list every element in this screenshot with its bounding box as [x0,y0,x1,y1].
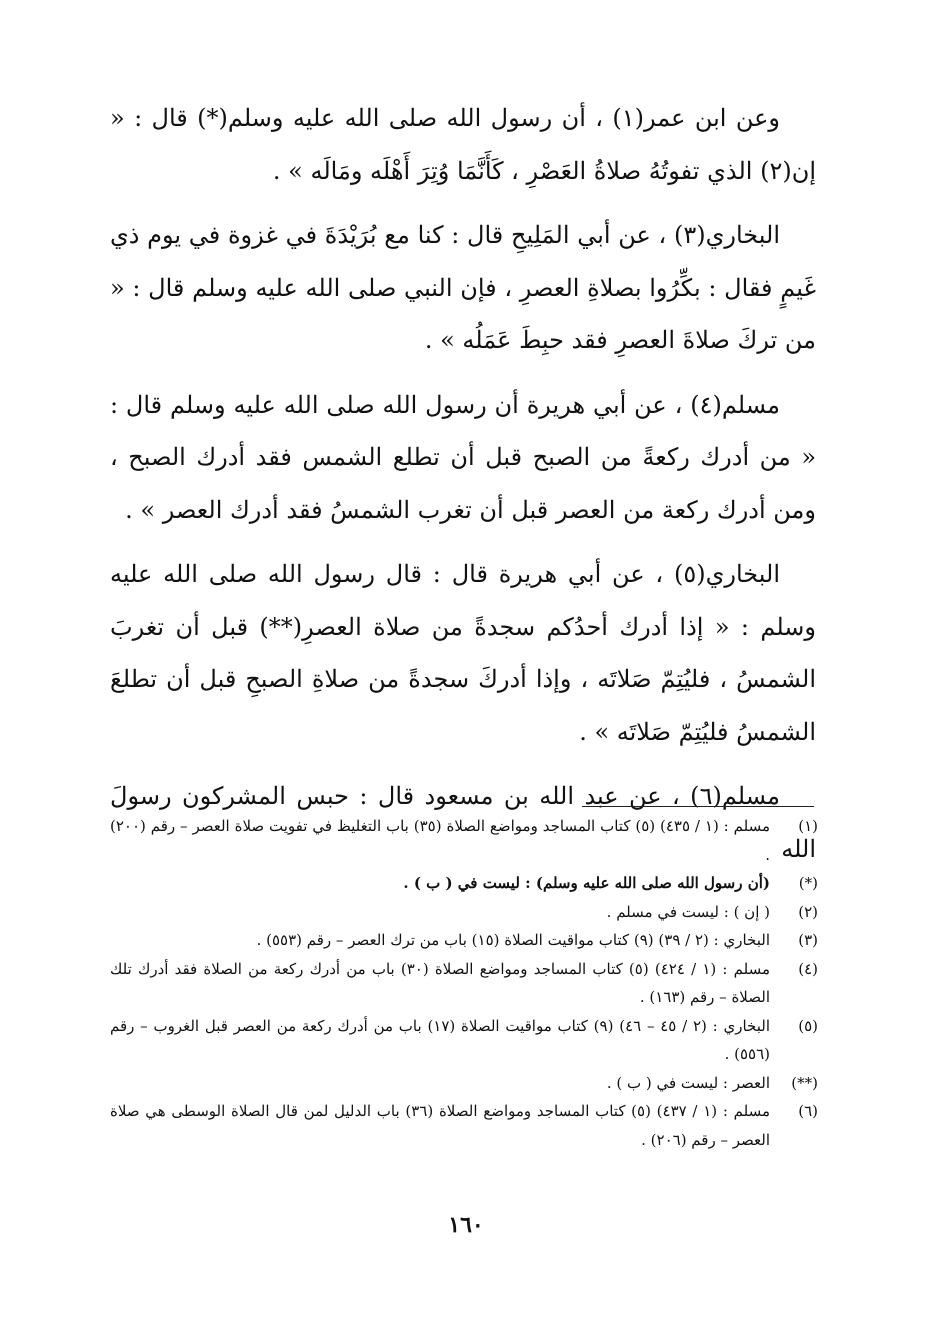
page-number: ١٦٠ [448,1212,484,1238]
footnote-number: (٣) [798,931,818,949]
footnote-text: مسلم : (١ / ٤٣٥) (٥) كتاب المساجد ومواضع الصلاة (٣٥) باب التغليظ في تفويت صلاة العصر – رقم (٢٠٠) . [110,817,770,864]
main-text [110,92,816,887]
footnote-text: العصر : ليست في ( ب ) . [606,1073,770,1092]
footnote-number: (٤) [798,959,818,978]
footnote-number: (**) [791,1073,818,1092]
footnote-divider [582,806,814,807]
footnote [110,812,818,869]
footnote [110,898,818,927]
paragraph-muslim-abu-hurayra: مسلم(٤) ، عن أبي هريرة أن رسول الله صلى الله عليه وسلم قال : « من أدرك ركعةً من الصبح قبل أن تطلع الشمس فقد أدرك الصبح ، ومن أدرك ركعة من العصر قبل أن تغرب الشمسُ فقد أدرك العصر » . [110,390,816,524]
footnote-text: مسلم : (١ / ٤٣٧) (٥) كتاب المساجد ومواضع الصلاة (٣٦) باب الدليل لمن قال الصلاة الوسطى هي صلاة العصر – رقم (٢٠٦) . [110,1102,770,1149]
footnotes [110,812,818,1154]
footnote-text: (أن رسول الله صلى الله عليه وسلم) : ليست في ( ب ) . [403,874,770,892]
footnote-number: (٥) [798,1016,818,1035]
paragraph-muslim-ibn-masud: مسلم(٦) ، عن عبد الله بن مسعود قال : حبس المشركون رسولَ الله [110,782,816,863]
footnote [110,955,818,1012]
footnote-text: البخاري : (٢ / ٣٩) (٩) كتاب مواقيت الصلاة (١٥) باب من ترك العصر – رقم (٥٥٣) . [256,931,770,949]
footnote-text: البخاري : (٢ / ٤٥ – ٤٦) (٩) كتاب مواقيت الصلاة (١٧) باب من أدرك ركعة من العصر قبل الغروب – رقم (٥٥٦) . [110,1016,770,1063]
paragraph-bukhari-abu-al-malih: البخاري(٣) ، عن أبي المَلِيحِ قال : كنا مع بُرَيْدَةَ في غزوة في يوم ذي غَيمٍ فقال : بكِّرُوا بصلاةِ العصرِ ، فإن النبي صلى الله عليه وسلم قال : « من تركَ صلاةَ العصرِ فقد حبِطَ عَمَلُه » . [110,221,816,354]
footnote [110,869,818,898]
footnote-number: (*) [798,874,818,892]
footnote-number: (٦) [798,1102,818,1120]
footnote-number: (١) [798,817,818,835]
footnote [110,1069,818,1098]
footnote-text: مسلم : (١ / ٤٢٤) (٥) كتاب المساجد ومواضع الصلاة (٣٠) باب من أدرك ركعة من الصلاة فقد أدرك تلك الصلاة – رقم (١٦٣) . [110,959,770,1006]
paragraph-ibn-umar: وعن ابن عمر(١) ، أن رسول الله صلى الله عليه وسلم(*) قال : « إن(٢) الذي تفوتُهُ صلاةُ العَصْرِ ، كَأَنَّمَا وُتِرَ أَهْلَه ومَالَه » . [110,104,816,185]
footnote-number: (٢) [798,902,818,921]
footnote [110,1012,818,1069]
footnote-text: ( إن ) : ليست في مسلم . [606,902,770,921]
paragraph-bukhari-abu-hurayra: البخاري(٥) ، عن أبي هريرة قال : قال رسول الله صلى الله عليه وسلم : « إذا أدرك أحدُكم سجدةً من صلاة العصرِ(**) قبل أن تغربَ الشمسُ ، فليُتِمّ صَلاتَه ، وإذا أدركَ سجدةً من صلاةِ الصبحِ قبل أن تطلعَ الشمسُ فليُتِمّ صَلاتَه » . [110,560,816,746]
footnote [110,1097,818,1154]
footnote [110,926,818,955]
